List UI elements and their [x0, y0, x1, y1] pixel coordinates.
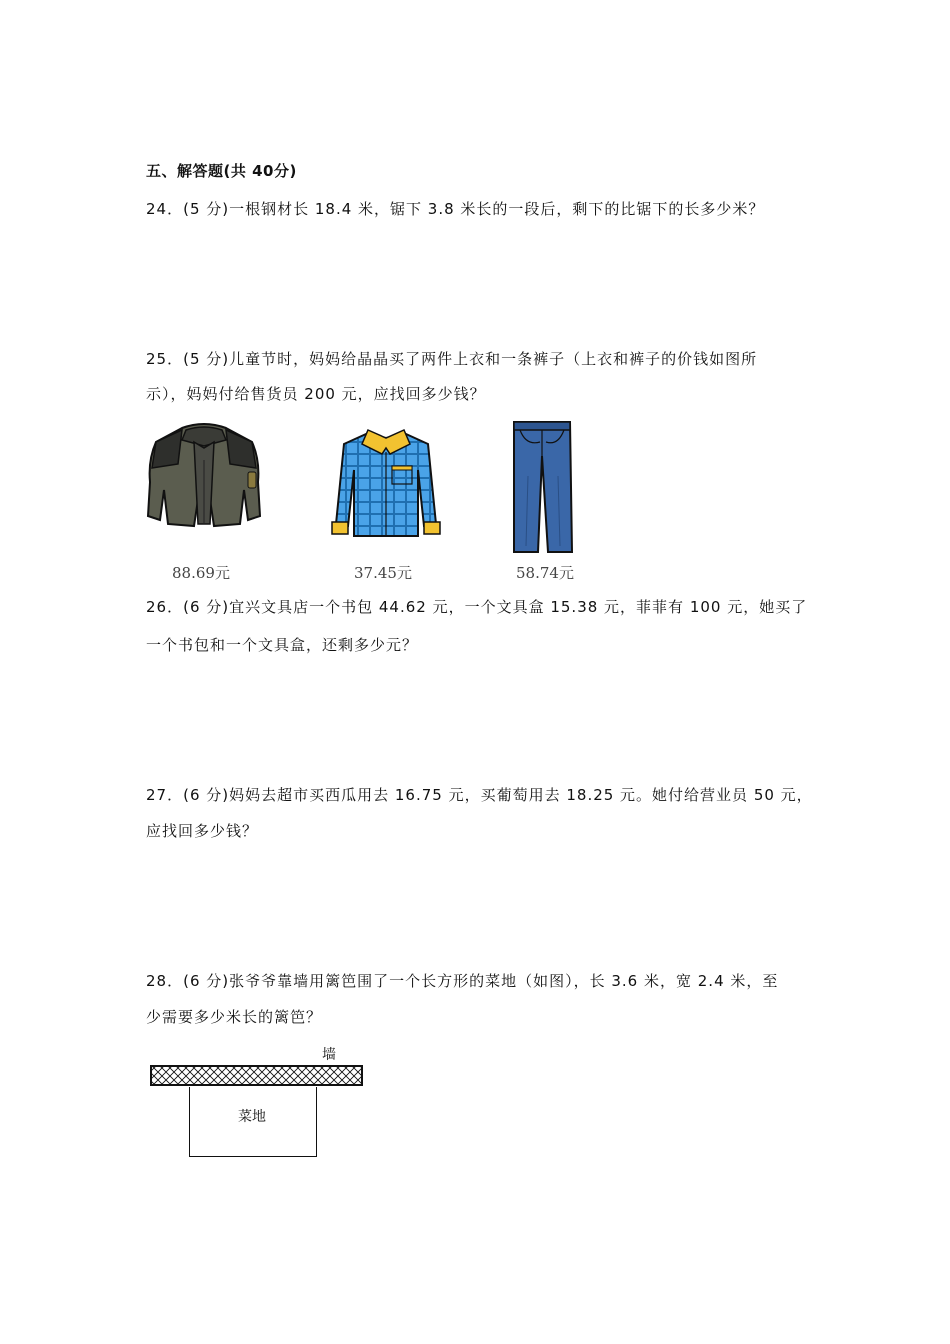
section-title: 五、解答题(共 40分): [146, 162, 297, 180]
pants-figure: [506, 416, 578, 556]
wall-label: 墙: [322, 1047, 336, 1063]
question-28-line-2: 少需要多少米长的篱笆？: [146, 1008, 323, 1026]
jacket-figure: [144, 420, 264, 530]
question-27-line-2: 应找回多少钱？: [146, 822, 259, 840]
shirt-icon: [328, 424, 444, 542]
jacket-icon: [144, 420, 264, 530]
question-25-line-2: 示），妈妈付给售货员 200 元，应找回多少钱？: [146, 385, 486, 403]
plot-label: 菜地: [238, 1109, 266, 1125]
question-26-line-2: 一个书包和一个文具盒，还剩多少元？: [146, 636, 419, 654]
question-25-line-1: 25．(5 分)儿童节时，妈妈给晶晶买了两件上衣和一条裤子（上衣和裤子的价钱如图所: [146, 350, 758, 368]
question-26-line-1: 26．(6 分)宜兴文具店一个书包 44.62 元，一个文具盒 15.38 元，菲菲有 100 元，她买了: [146, 598, 808, 616]
shirt-price: 37.45元: [354, 564, 412, 582]
wall-hatch: [150, 1064, 364, 1088]
pants-icon: [506, 416, 578, 556]
pants-price: 58.74元: [516, 564, 574, 582]
question-24-line-1: 24．(5 分)一根钢材长 18.4 米，锯下 3.8 米长的一段后，剩下的比锯下的长多少米？: [146, 200, 765, 218]
question-27-line-1: 27．(6 分)妈妈去超市买西瓜用去 16.75 元，买葡萄用去 18.25 元。她付给营业员 50 元，: [146, 786, 813, 804]
shirt-figure: [328, 424, 444, 542]
jacket-price: 88.69元: [172, 564, 230, 582]
question-28-line-1: 28．(6 分)张爷爷靠墙用篱笆围了一个长方形的菜地（如图），长 3.6 米，宽 2.4 米，至: [146, 972, 779, 990]
